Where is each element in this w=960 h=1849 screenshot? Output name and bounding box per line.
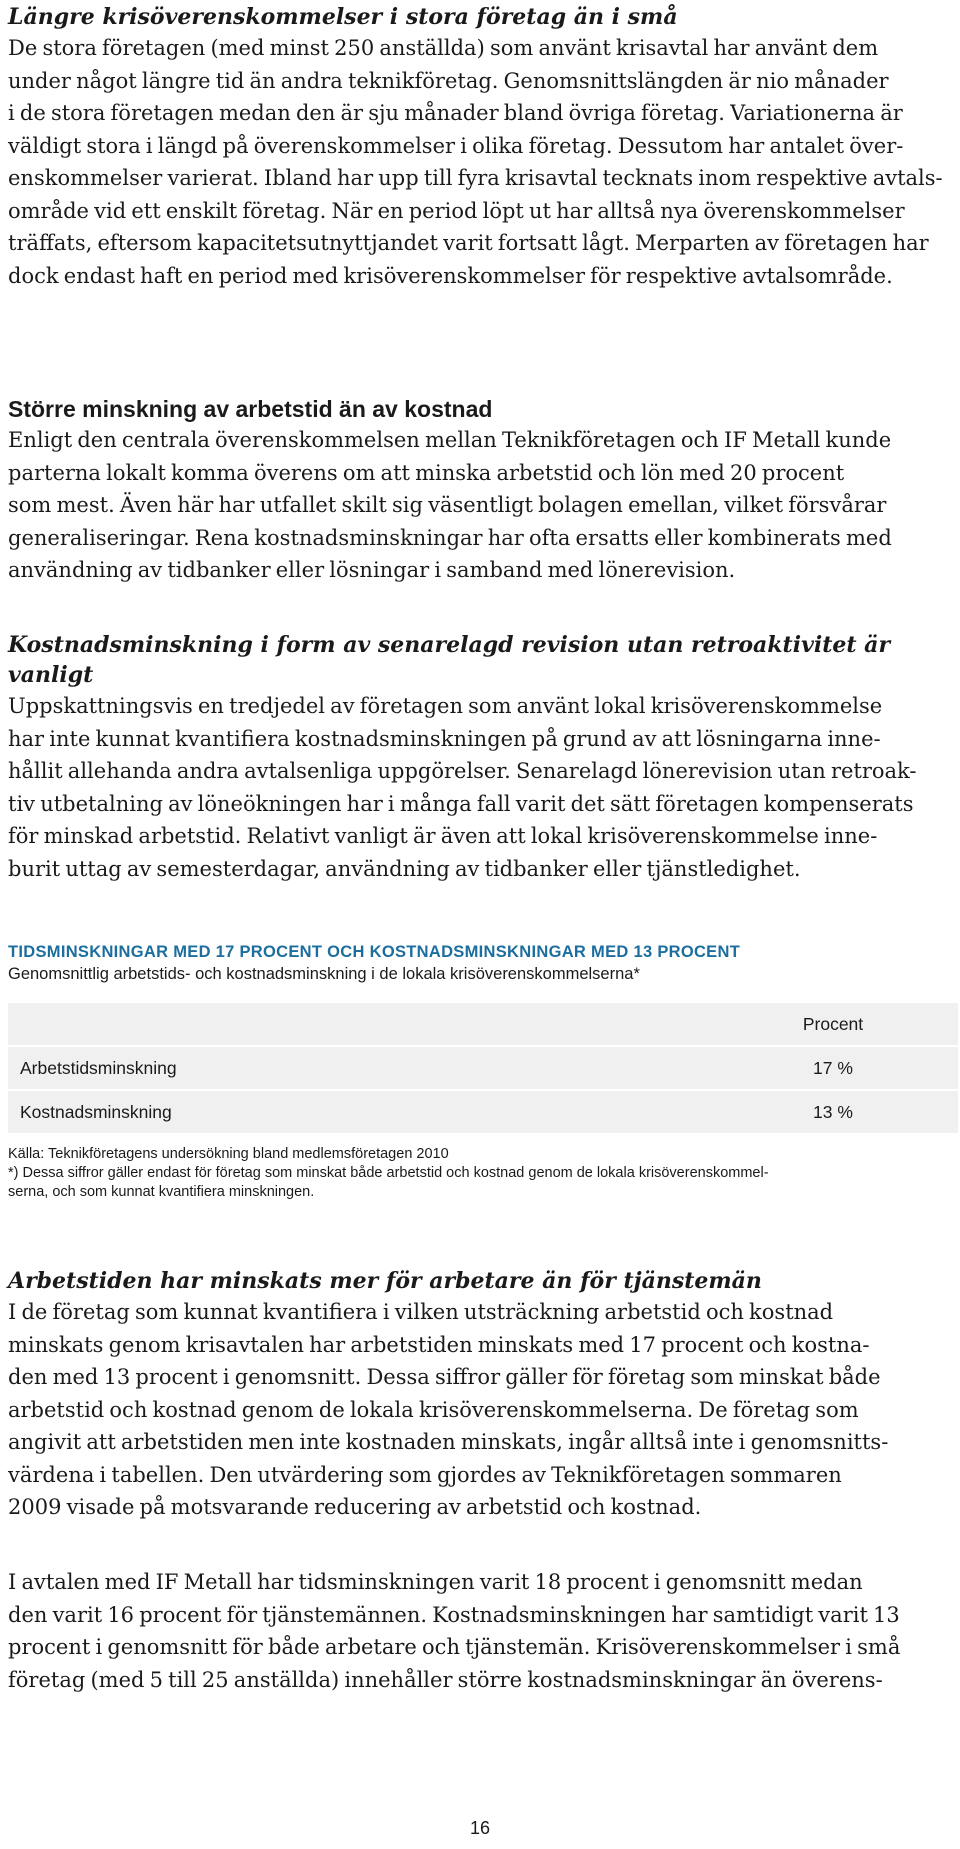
text-line: I de företag som kunnat kvantifiera i vilken utsträckning arbetstid och kostnad — [8, 1300, 834, 1324]
text-line: enskommelser varierat. Ibland har upp till fyra krisavtal tecknats inom respektive avtals- — [8, 166, 943, 190]
text-line: Uppskattningsvis en tredjedel av företagen som använt lokal krisöverenskommelse — [8, 694, 883, 718]
text-line: parterna lokalt komma överens om att minska arbetstid och lön med 20 procent — [8, 460, 845, 485]
section-paragraph — [8, 1566, 952, 1696]
section-workers-vs-officials — [8, 1266, 952, 1524]
table-footnote — [8, 1164, 952, 1202]
text-line: generaliseringar. Rena kostnadsminskningar har ofta ersatts eller kombinerats med — [8, 525, 892, 550]
text-line: procent i genomsnitt för både arbetare och tjänstemän. Krisöverenskommelser i små — [8, 1635, 901, 1659]
section-larger-reduction — [8, 394, 952, 587]
text-line: träffats, eftersom kapacitetsutnyttjandet varit fortsatt lågt. Merparten av företagen har — [8, 231, 929, 255]
section-heading: Kostnadsminskning i form av senarelagd revision utan retroaktivitet är vanligt — [8, 632, 891, 688]
section-paragraph — [8, 1296, 952, 1524]
table-source: Källa: Teknikföretagens undersökning bland medlemsföretagen 2010 — [8, 1146, 449, 1162]
table-header-row — [8, 1003, 958, 1046]
table-title: TIDSMINSKNINGAR MED 17 PROCENT OCH KOSTNADSMINSKNINGAR MED 13 PROCENT — [8, 943, 741, 961]
table-row-label: Kostnadsminskning — [20, 1101, 172, 1122]
text-line: som mest. Även här har utfallet skilt sig väsentligt bolagen emellan, vilket försvårar — [8, 493, 887, 517]
table-row-value: 13 % — [813, 1101, 853, 1122]
text-line: hållit allehanda andra avtalsenliga uppgörelser. Senarelagd lönerevision utan retroak- — [8, 759, 917, 783]
text-line: Enligt den centrala överenskommelsen mellan Teknikföretagen och IF Metall kunde — [8, 428, 892, 452]
section-paragraph — [8, 32, 952, 292]
table-column-header: Procent — [802, 1013, 864, 1034]
text-line: den med 13 procent i genomsnitt. Dessa siffror gäller för företag som minskat både — [8, 1365, 881, 1389]
section-heading: Större minskning av arbetstid än av kostnad — [8, 396, 493, 422]
text-line: dock endast haft en period med krisöverenskommelser för respektive avtalsområde. — [8, 263, 893, 288]
section-heading: Längre krisöverenskommelser i stora företag än i små — [8, 4, 678, 30]
text-line: De stora företagen (med minst 250 anställda) som använt krisavtal har använt dem — [8, 36, 879, 60]
text-line: arbetstid och kostnad genom de lokala krisöverenskommelserna. De företag som — [8, 1397, 859, 1422]
table-row — [8, 1046, 958, 1090]
text-line: tiv utbetalning av löneökningen har i många fall varit det sätt företagen kompenserats — [8, 791, 914, 816]
page-number: 16 — [469, 1818, 491, 1838]
table-block — [8, 941, 952, 985]
table-row-value: 17 % — [813, 1057, 853, 1078]
text-line: angivit att arbetstiden men inte kostnaden minskats, ingår alltså inte i genomsnitts- — [8, 1430, 889, 1454]
text-line: 2009 visade på motsvarande reducering av arbetstid och kostnad. — [8, 1495, 702, 1519]
table-notes — [8, 1145, 952, 1202]
section-longer-agreements — [8, 2, 952, 292]
section-cost-reduction — [8, 630, 952, 885]
text-line: värdena i tabellen. Den utvärdering som gjordes av Teknikföretagen sommaren — [8, 1462, 842, 1487]
text-line: burit uttag av semesterdagar, användning av tidbanker eller tjänstledighet. — [8, 856, 801, 881]
text-line: I avtalen med IF Metall har tidsminskningen varit 18 procent i genomsnitt medan — [8, 1570, 863, 1594]
table-row-label: Arbetstidsminskning — [20, 1057, 177, 1078]
text-line: väldigt stora i längd på överenskommelser i olika företag. Dessutom har antalet över- — [8, 133, 904, 158]
text-line: för minskad arbetstid. Relativt vanligt är även att lokal krisöverenskommelse inne- — [8, 824, 878, 848]
section-paragraph — [8, 690, 952, 885]
table-subtitle: Genomsnittlig arbetstids- och kostnadsminskning i de lokala krisöverenskommelserna* — [8, 965, 640, 983]
section-paragraph — [8, 424, 952, 587]
text-line: i de stora företagen medan den är sju månader bland övriga företag. Variationerna är — [8, 101, 903, 125]
text-line: företag (med 5 till 25 anställda) innehåller större kostnadsminskningar än överens- — [8, 1667, 883, 1692]
footnote-line: serna, och som kunnat kvantifiera minskningen. — [8, 1184, 315, 1200]
text-line: den varit 16 procent för tjänstemännen. Kostnadsminskningen har samtidigt varit 13 — [8, 1602, 900, 1627]
section-heading: Arbetstiden har minskats mer för arbetare än för tjänstemän — [8, 1268, 762, 1294]
text-line: användning av tidbanker eller lösningar i samband med lönerevision. — [8, 558, 736, 582]
text-line: har inte kunnat kvantifiera kostnadsminskningen på grund av att lösningarna inne- — [8, 726, 881, 751]
text-line: under något längre tid än andra teknikföretag. Genomsnittslängden är nio månader — [8, 68, 889, 93]
text-line: minskats genom krisavtalen har arbetstiden minskats med 17 procent och kostna- — [8, 1332, 870, 1357]
footnote-line: *) Dessa siffror gäller endast för företag som minskat både arbetstid och kostnad genom de lokala krisöverenskommel- — [8, 1165, 769, 1181]
text-line: område vid ett enskilt företag. När en period löpt ut har alltså nya överenskommelser — [8, 198, 905, 223]
table-header-empty — [8, 1003, 708, 1046]
reduction-table — [8, 1003, 958, 1133]
table-row — [8, 1090, 958, 1133]
section-if-metall — [8, 1566, 952, 1696]
